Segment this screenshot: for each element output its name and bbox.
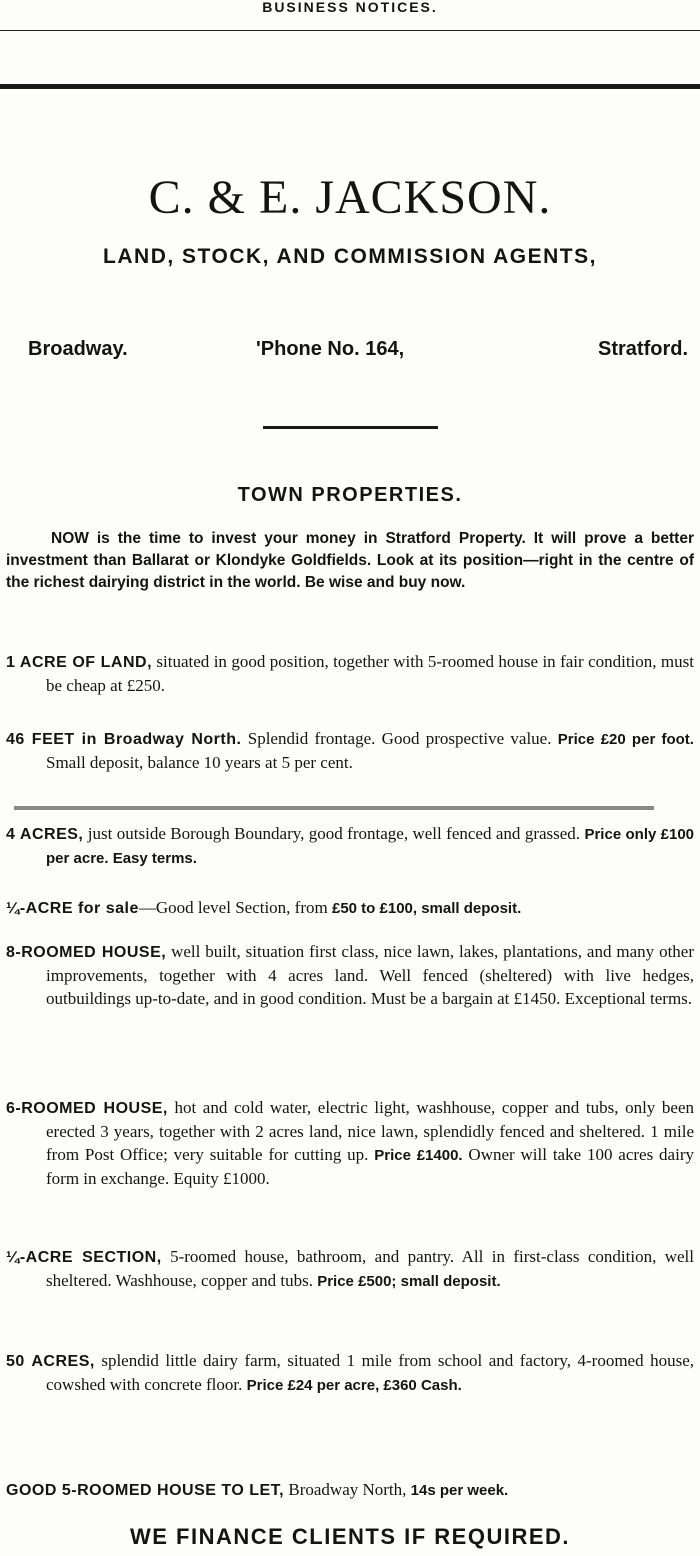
- intro-paragraph: NOW is the time to invest your money in Stratford Property. It will prove a better investment than Ballarat or Klondyke Goldfields. Look at its position—right in the centre of the richest dairying district in the world. Be wise and buy now.: [6, 530, 694, 591]
- listing-item: [6, 1245, 694, 1293]
- finance-notice: WE FINANCE CLIENTS IF REQUIRED.: [129, 1524, 571, 1549]
- top-thick-rule: [0, 84, 700, 89]
- phone-number: 'Phone No. 164,: [256, 338, 405, 360]
- listing-tail: Owner will take 100 acres dairy form in exchange. Equity £1000.: [46, 1145, 694, 1188]
- address-left: Broadway.: [28, 338, 128, 360]
- address-right: Stratford.: [598, 338, 688, 360]
- firm-name: C. & E. JACKSON.: [148, 171, 552, 224]
- listing-lead: 8-ROOMED HOUSE,: [6, 944, 167, 961]
- listing-lead: ¼-ACRE SECTION,: [6, 1249, 162, 1266]
- listing-price: Price £1400.: [374, 1147, 463, 1164]
- listing-price: Price £20 per foot.: [557, 731, 694, 748]
- listing-text: just outside Borough Boundary, good frontage, well fenced and grassed.: [83, 824, 585, 843]
- listing-lead: 6-ROOMED HOUSE,: [6, 1100, 168, 1117]
- listing-price: Price only £100 per acre. Easy terms.: [46, 826, 695, 867]
- section-header: BUSINESS NOTICES.: [262, 0, 438, 15]
- listing-text: situated in good position, together with 5-roomed house in fair condition, must be cheap at £250.: [46, 652, 694, 695]
- listing-text: well built, situation first class, nice lawn, lakes, plantations, and many other improvements, together with 4 acres land. Well fenced (sheltered) with live hedges, outbuildings up-to-date, and in good condition. Must be a bargain at £1450. Exceptional terms.: [46, 942, 694, 1008]
- section-title: TOWN PROPERTIES.: [237, 484, 463, 506]
- listing-lead: 1 ACRE OF LAND,: [6, 654, 153, 671]
- print-smudge: [14, 806, 654, 810]
- to-let-price: 14s per week.: [410, 1482, 509, 1499]
- listing-item: [6, 650, 694, 697]
- listing-text: splendid little dairy farm, situated 1 mile from school and factory, 4-roomed house, cowshed with concrete floor.: [46, 1351, 695, 1394]
- listing-text: Splendid frontage. Good prospective value.: [241, 729, 558, 748]
- listing-item: [6, 822, 694, 870]
- listing-lead: 50 ACRES,: [6, 1353, 95, 1370]
- listing-text: 5-roomed house, bathroom, and pantry. All in first-class condition, well sheltered. Washhouse, copper and tubs.: [46, 1247, 695, 1290]
- to-let-text: Broadway North,: [284, 1480, 411, 1499]
- firm-tagline: LAND, STOCK, AND COMMISSION AGENTS,: [103, 245, 597, 268]
- listing-tail: Small deposit, balance 10 years at 5 per cent.: [46, 753, 353, 772]
- to-let-notice: [6, 1478, 694, 1502]
- header-rule: [0, 30, 700, 31]
- listing-lead: 46 FEET in Broadway North.: [6, 731, 242, 748]
- listing-item: [6, 896, 694, 920]
- listing-price: Price £500; small deposit.: [317, 1273, 501, 1290]
- listing-item: [6, 1349, 694, 1397]
- divider-rule: [263, 426, 438, 429]
- listing-lead: 4 ACRES,: [6, 826, 84, 843]
- listing-item: [6, 940, 694, 1010]
- listing-price: Price £24 per acre, £360 Cash.: [246, 1377, 462, 1394]
- listing-text: —Good level Section, from: [138, 898, 332, 917]
- listing-text: hot and cold water, electric light, washhouse, copper and tubs, only been erected 3 years, together with 2 acres land, nice lawn, splendidly fenced and sheltered. 1 mile from Post Office; very suitable for cutting up.: [46, 1098, 694, 1164]
- to-let-lead: GOOD 5-ROOMED HOUSE TO LET,: [6, 1482, 285, 1499]
- listing-item: [6, 1096, 694, 1190]
- listing-item: [6, 727, 694, 774]
- listing-price: £50 to £100, small deposit.: [331, 900, 522, 917]
- listing-lead: ¼-ACRE for sale: [6, 900, 139, 917]
